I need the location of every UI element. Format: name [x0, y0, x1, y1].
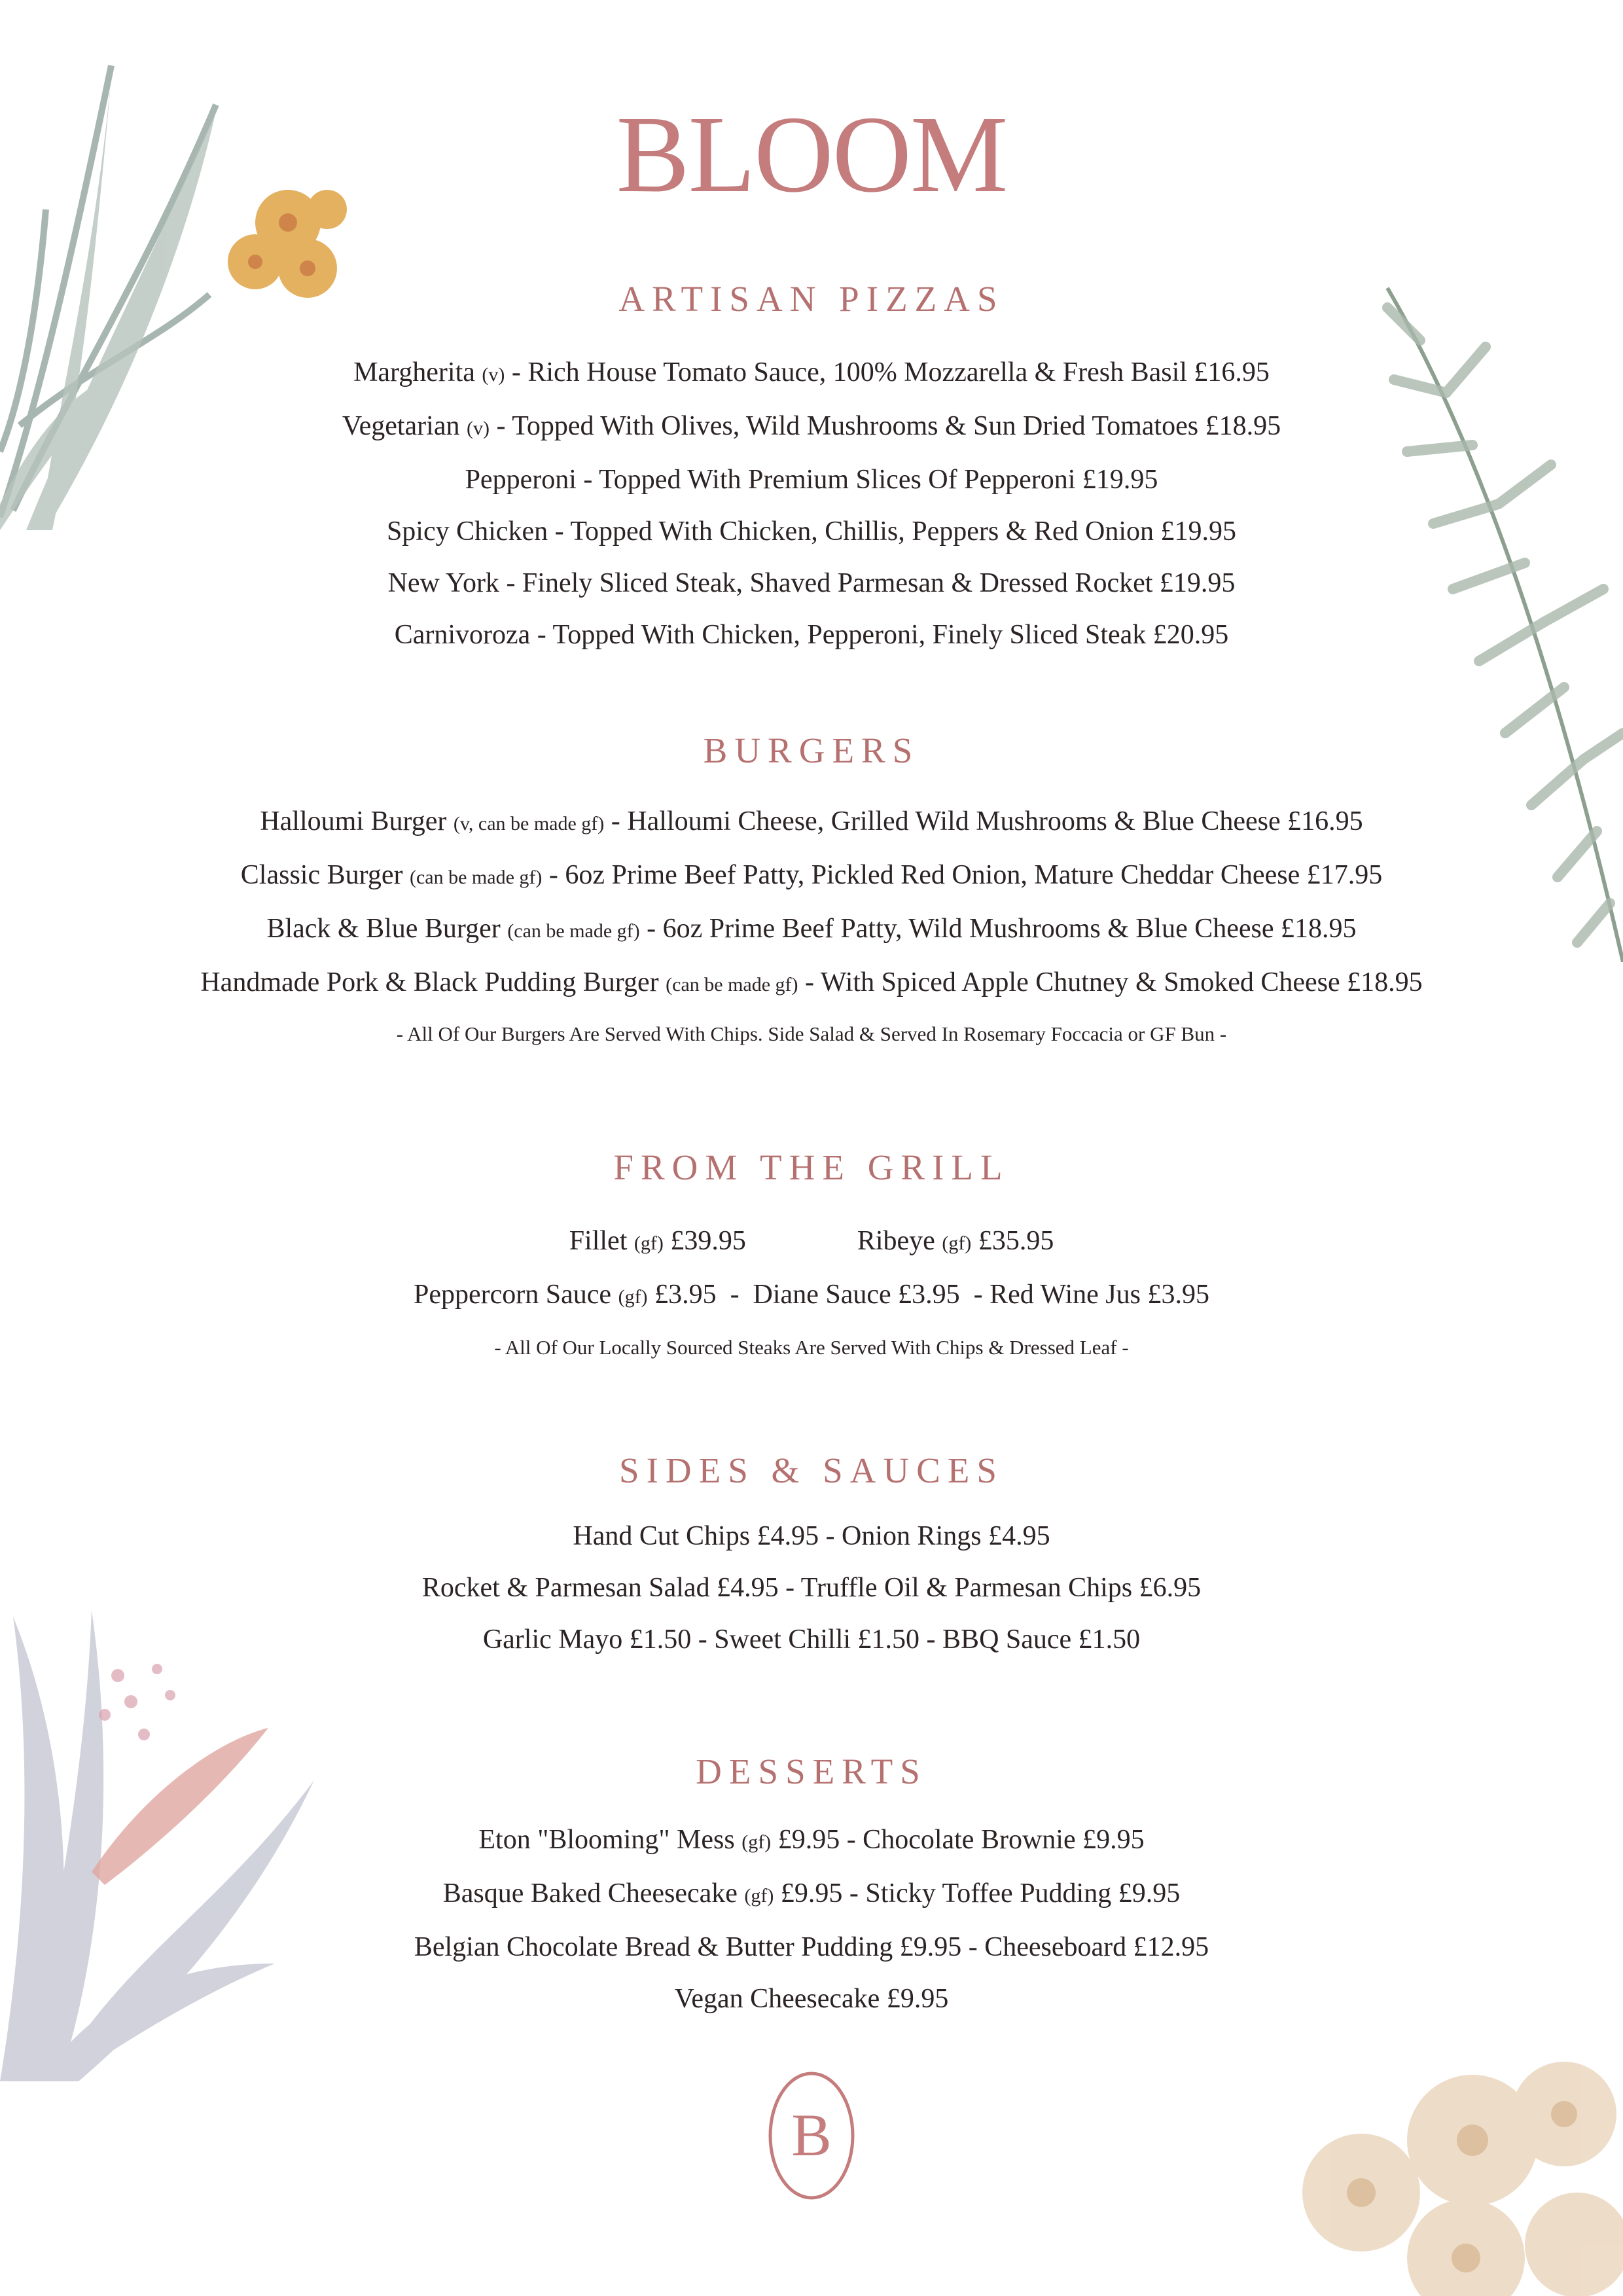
- desserts-section: [0, 1751, 1623, 2025]
- sides-section: [0, 1450, 1623, 1666]
- sides-heading: SIDES & SAUCES: [619, 1450, 1004, 1490]
- menu-item: Black & Blue Burger (can be made gf) - 6oz Prime Beef Patty, Wild Mushrooms & Blue Cheese £18.95: [266, 914, 1357, 944]
- desserts-heading: DESSERTS: [696, 1751, 927, 1791]
- brand-logo: BLOOM: [616, 94, 1007, 215]
- menu-item: Carnivoroza - Topped With Chicken, Pepperoni, Finely Sliced Steak £20.95: [394, 620, 1229, 650]
- menu-line: Hand Cut Chips £4.95 - Onion Rings £4.95: [573, 1521, 1050, 1551]
- menu-line: Garlic Mayo £1.50 - Sweet Chilli £1.50 - BBQ Sauce £1.50: [482, 1624, 1141, 1655]
- burgers-note: - All Of Our Burgers Are Served With Chips. Side Salad & Served In Rosemary Foccacia or GF Bun -: [396, 1022, 1227, 1045]
- grill-section: [0, 1147, 1623, 1359]
- menu-item: Vegetarian (v) - Topped With Olives, Wild Mushrooms & Sun Dried Tomatoes £18.95: [342, 411, 1281, 441]
- menu-line: Eton "Blooming" Mess (gf) £9.95 - Chocolate Brownie £9.95: [478, 1825, 1145, 1855]
- sauce-list: Peppercorn Sauce (gf) £3.95 - Diane Sauce £3.95 - Red Wine Jus £3.95: [414, 1280, 1209, 1310]
- pizzas-heading: ARTISAN PIZZAS: [618, 279, 1005, 319]
- monogram-emblem: [768, 2070, 855, 2201]
- menu-item: Pepperoni - Topped With Premium Slices Of Pepperoni £19.95: [465, 465, 1158, 495]
- menu-line: Vegan Cheesecake £9.95: [674, 1984, 949, 2014]
- menu-item: Handmade Pork & Black Pudding Burger (can be made gf) - With Spiced Apple Chutney & Smoked Cheese £18.95: [200, 967, 1423, 997]
- steak-list: [0, 1215, 1623, 1269]
- pizzas-section: [0, 278, 1623, 661]
- menu-line: Belgian Chocolate Bread & Butter Pudding £9.95 - Cheeseboard £12.95: [414, 1932, 1209, 1962]
- menu-line: Basque Baked Cheesecake (gf) £9.95 - Sticky Toffee Pudding £9.95: [442, 1878, 1181, 1909]
- monogram-letter: B: [791, 2102, 832, 2168]
- menu-item: Classic Burger (can be made gf) - 6oz Prime Beef Patty, Pickled Red Onion, Mature Cheddar Cheese £17.95: [240, 860, 1383, 890]
- burgers-section: [0, 730, 1623, 1046]
- menu-item: Margherita (v) - Rich House Tomato Sauce, 100% Mozzarella & Fresh Basil £16.95: [353, 357, 1270, 387]
- grill-note: - All Of Our Locally Sourced Steaks Are Served With Chips & Dressed Leaf -: [494, 1336, 1129, 1359]
- burgers-heading: BURGERS: [703, 730, 920, 770]
- menu-item: New York - Finely Sliced Steak, Shaved Parmesan & Dressed Rocket £19.95: [387, 568, 1236, 598]
- menu-line: Rocket & Parmesan Salad £4.95 - Truffle Oil & Parmesan Chips £6.95: [421, 1573, 1202, 1603]
- steak-item: Fillet (gf) £39.95: [569, 1226, 746, 1256]
- bottom-right-flower-illustration: [1270, 2042, 1623, 2296]
- menu-item: Spicy Chicken - Topped With Chicken, Chillis, Peppers & Red Onion £19.95: [386, 516, 1237, 547]
- menu-item: Halloumi Burger (v, can be made gf) - Halloumi Cheese, Grilled Wild Mushrooms & Blue Cheese £16.95: [260, 806, 1363, 836]
- grill-heading: FROM THE GRILL: [613, 1147, 1010, 1187]
- steak-item: Ribeye (gf) £35.95: [857, 1226, 1054, 1256]
